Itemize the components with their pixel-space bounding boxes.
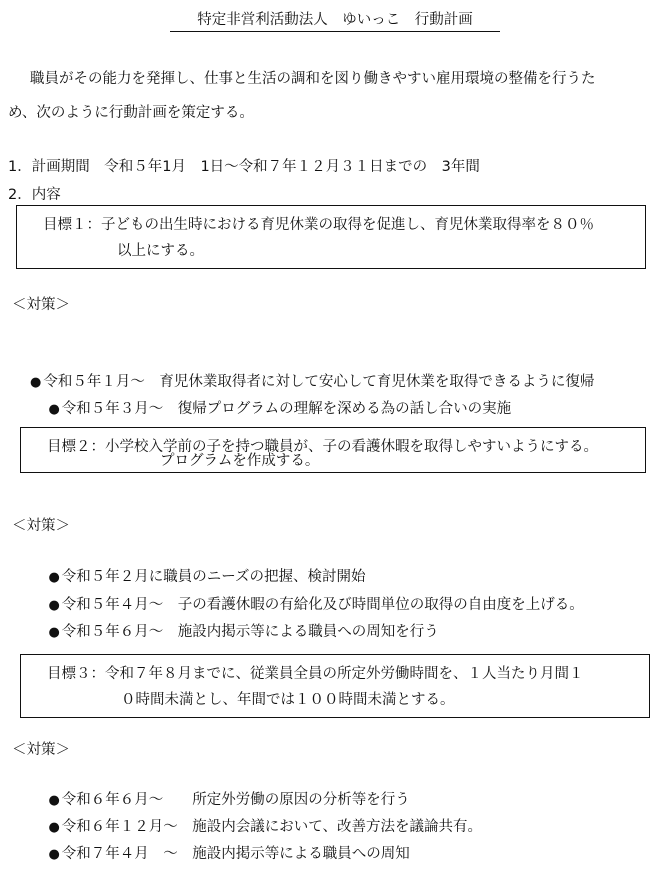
section-contents-heading: 2．内容 bbox=[8, 187, 61, 203]
bullet-icon: ● bbox=[48, 793, 60, 808]
bullet-icon: ● bbox=[48, 820, 60, 835]
intro-line-1: 職員がその能力を発揮し、仕事と生活の調和を図り働きやすい雇用環境の整備を行うた bbox=[30, 71, 596, 87]
goal-2-measures-heading: ＜対策＞ bbox=[12, 518, 70, 534]
goal-3-line-2: ０時間未満とし、年間では１００時間未満とする。 bbox=[121, 692, 455, 708]
goal-3-measure-3: ● 令和７年４月 ～ 施設内掲示等による職員への周知 bbox=[48, 846, 410, 862]
goal-2-line-1: 目標２：小学校入学前の子を持つ職員が、子の看護休暇を取得しやすいようにする。 bbox=[47, 439, 598, 455]
goal-1-line-1: 目標１：子どもの出生時における育児休業の取得を促進し、育児休業取得率を８０％ bbox=[43, 217, 594, 233]
bullet-icon: ● bbox=[48, 402, 60, 417]
intro-line-2: め、次のように行動計画を策定する。 bbox=[8, 105, 254, 121]
goal-2-measure-2: ● 令和５年４月～ 子の看護休暇の有給化及び時間単位の取得の自由度を上げる。 bbox=[48, 597, 584, 613]
goal-2-measure-3: ● 令和５年６月～ 施設内掲示等による職員への周知を行う bbox=[48, 624, 439, 640]
goal-1-box bbox=[16, 205, 646, 269]
goal-3-measures-heading: ＜対策＞ bbox=[12, 742, 70, 758]
goal-1-measure-1: ● 令和５年１月～ 育児休業取得者に対して安心して育児休業を取得できるように復帰 プログラムを作成する。 bbox=[30, 374, 595, 469]
goal-3-line-1: 目標３：令和７年８月までに、従業員全員の所定外労働時間を、１人当たり月間１ bbox=[47, 666, 584, 682]
document-title: 特定非営利活動法人 ゆいっこ 行動計画 bbox=[170, 8, 500, 32]
goal-3-measure-1: ● 令和６年６月～ 所定外労働の原因の分析等を行う bbox=[48, 792, 410, 808]
bullet-icon: ● bbox=[30, 375, 42, 390]
bullet-icon: ● bbox=[48, 598, 60, 613]
goal-1-line-2: 以上にする。 bbox=[117, 243, 204, 259]
section-plan-period: 1．計画期間 令和５年1月 1日～令和７年１２月３１日までの 3年間 bbox=[8, 159, 480, 175]
goal-2-box bbox=[20, 427, 646, 473]
goal-2-measure-1: ● 令和５年２月に職員のニーズの把握、検討開始 bbox=[48, 569, 366, 585]
bullet-icon: ● bbox=[48, 570, 60, 585]
intro-paragraph bbox=[8, 62, 658, 130]
goal-1-measures-heading: ＜対策＞ bbox=[12, 297, 70, 313]
goal-1-measure-2: ● 令和５年３月～ 復帰プログラムの理解を深める為の話し合いの実施 bbox=[48, 401, 512, 417]
bullet-icon: ● bbox=[48, 847, 60, 862]
bullet-icon: ● bbox=[48, 625, 60, 640]
goal-3-measure-2: ● 令和６年１２月～ 施設内会議において、改善方法を議論共有。 bbox=[48, 819, 482, 835]
goal-3-box bbox=[20, 654, 650, 718]
